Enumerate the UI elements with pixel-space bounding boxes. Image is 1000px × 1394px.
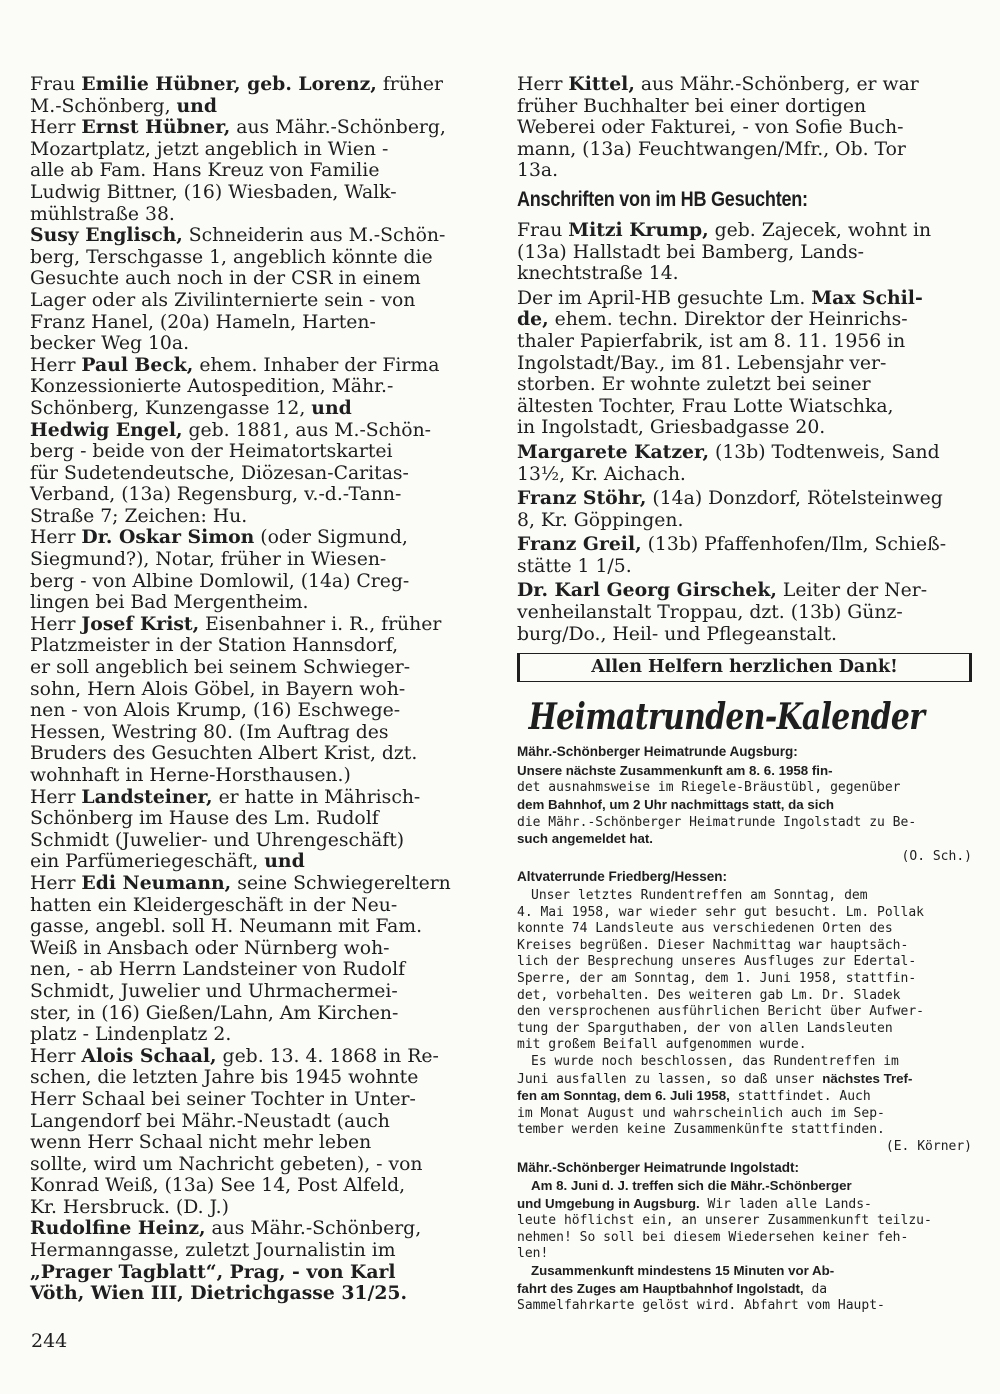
text-line: Herr Edi Neumann, seine Schwiegereltern [30,871,451,894]
text-line: M.-Schönberg, und [30,94,217,117]
page-number: 244 [31,1330,68,1352]
text-line: Schönberg, Kunzengasse 12, und [30,396,352,419]
right-column [517,74,972,1315]
calendar-entry [517,869,972,1155]
text-line: fen am Sonntag, dem 6. Juli 1958, stattfindet. Auch [517,1088,871,1105]
text-line: ältesten Tochter, Frau Lotte Wiatschka, [517,395,894,417]
search-entry [30,117,485,225]
search-entry [30,225,485,355]
text-line: Verband, (13a) Regensburg, v.-d.-Tann- [30,484,402,506]
text-line: thaler Papierfabrik, ist am 8. 11. 1956 in [517,330,906,352]
text-line: Weiß in Ansbach oder Nürnberg woh- [30,937,390,959]
text-line: Franz Stöhr, (14a) Donzdorf, Rötelsteinweg [517,487,943,510]
search-entry [30,873,485,1046]
text-line: burg/Do., Heil- und Pflegeanstalt. [517,623,838,645]
address-entry [517,442,972,485]
text-line: Unser letztes Rundentreffen am Sonntag, dem [531,888,868,903]
text-line: ster, in (16) Gießen/Lahn, Am Kirchen- [30,1002,399,1024]
text-line: Ludwig Bittner, (16) Wiesbaden, Walk- [30,181,397,203]
calendar-entry-heading: Altvaterrunde Friedberg/Hessen: [517,869,728,885]
address-entry [517,534,972,577]
text-line: im Monat August und wahrscheinlich auch im Sep- [517,1105,885,1121]
text-line: Hermanngasse, zuletzt Journalistin im [30,1240,396,1262]
address-entry [517,220,972,285]
text-line: Dr. Karl Georg Girschek, Leiter der Ner- [517,579,928,602]
text-line: 4. Mai 1958, war wieder sehr gut besucht. Lm. Pollak [517,904,924,920]
text-line: Hessen, Westring 80. (Im Auftrag des [30,721,389,743]
search-entry [30,614,485,787]
text-line: nen - von Alois Krump, (16) Eschwege- [30,700,401,722]
text-line: „Prager Tagblatt“, Prag, - von Karl [30,1260,396,1283]
text-line: sohn, Hern Alois Göbel, in Bayern woh- [30,678,406,700]
address-entry [517,288,972,439]
text-line: Straße 7; Zeichen: Hu. [30,505,248,527]
text-line: Gesuchte auch noch in der CSR in einem [30,268,421,290]
text-line: er soll angeblich bei seinem Schwieger- [30,657,411,679]
text-line: Konzessionierte Autospedition, Mähr.- [30,376,394,398]
text-line: Kr. Hersbruck. (D. J.) [30,1196,229,1218]
text-line: Herr Josef Krist, Eisenbahner i. R., früher [30,612,442,635]
text-line: hatten ein Kleidergeschäft in der Neu- [30,894,398,916]
search-entry [30,1218,485,1304]
text-line: lich der Besprechung unseres Ausfluges zur Edertal- [517,954,917,970]
calendar-title: Heimatrunden-Kalender [528,696,925,739]
text-line: wenn Herr Schaal nicht mehr leben [30,1132,372,1154]
text-line: Platzmeister in der Station Hannsdorf, [30,635,399,657]
search-entry [30,355,485,420]
left-column [30,74,485,1305]
text-line: Hedwig Engel, geb. 1881, aus M.-Schön- [30,418,432,441]
text-line: Schmidt (Juwelier- und Uhrengeschäft) [30,829,405,851]
text-line: Franz Hanel, (20a) Hameln, Harten- [30,311,376,333]
calendar-entry-heading: Mähr.-Schönberger Heimatrunde Ingolstadt: [517,1159,800,1175]
text-line: Susy Englisch, Schneiderin aus M.-Schön- [30,224,446,247]
text-line: Lager oder als Zivilinternierte sein - von [30,289,416,311]
text-line: berg - beide von der Heimatortskartei [30,441,393,463]
text-line: Konrad Weiß, (13a) See 14, Post Alfeld, [30,1175,406,1197]
text-line: fahrt des Zuges am Hauptbahnhof Ingolstadt, da [517,1280,828,1297]
text-line: lingen bei Bad Mergentheim. [30,592,309,614]
text-line: de, ehem. techn. Direktor der Heinrichs- [517,308,908,331]
text-line: Der im April-HB gesuchte Lm. Max Schil- [517,286,923,309]
text-line: Herr Alois Schaal, geb. 13. 4. 1868 in Re- [30,1044,439,1067]
text-line: Herr Schaal bei seiner Tochter in Unter- [30,1088,416,1110]
text-line: knechtstraße 14. [517,263,679,285]
text-line: dem Bahnhof, um 2 Uhr nachmittags statt, da sich [517,797,834,813]
text-line: wohnhaft in Herne-Horsthausen.) [30,765,351,786]
search-entry [30,420,485,528]
text-line: Juni ausfallen zu lassen, so daß unser nächstes Tref- [517,1070,913,1087]
text-line: Frau Emilie Hübner, geb. Lorenz, früher [30,73,444,95]
calendar-entry [517,744,972,865]
text-line: für Sudetendeutsche, Diözesan-Caritas- [30,462,409,484]
text-line: Herr Landsteiner, er hatte in Mährisch- [30,785,421,808]
text-line: Sammelfahrkarte gelöst wird. Abfahrt vom Haupt- [517,1298,885,1314]
text-line: konnte 74 Landsleute aus verschiedenen Orten des [517,921,893,937]
text-line: Am 8. Juni d. J. treffen sich die Mähr.-Schönberger [531,1178,852,1194]
text-line: such angemeldet hat. [517,831,653,847]
text-line: Herr Kittel, aus Mähr.-Schönberg, er war [517,73,919,95]
text-line: sollte, wird um Nachricht gebeten), - von [30,1153,423,1175]
text-line: Bruders des Gesuchten Albert Krist, dzt. [30,743,418,765]
text-line: Herr Dr. Oskar Simon (oder Sigmund, [30,526,408,549]
text-line: len! [517,1246,549,1262]
text-line: Margarete Katzer, (13b) Todtenweis, Sand [517,440,940,463]
addresses-heading: Anschriften von im HB Gesuchten: [517,187,808,211]
text-line: gasse, angebl. soll H. Neumann mit Fam. [30,916,423,938]
text-line: Frau Mitzi Krump, geb. Zajecek, wohnt in [517,218,932,241]
text-line: nehmen! So soll bei diesem Wiedersehen keiner feh- [517,1229,909,1245]
text-line: nen, - ab Herrn Landsteiner von Rudolf [30,959,406,981]
text-line: mit großem Beifall aufgenommen wurde. [517,1037,807,1053]
text-line: Zusammenkunft mindestens 15 Minuten vor Ab- [531,1263,835,1279]
text-line: venheilanstalt Troppau, dzt. (13b) Günz- [517,602,903,624]
text-line: (13a) Hallstadt bei Bamberg, Lands- [517,241,865,263]
text-line: Vöth, Wien III, Dietrichgasse 31/25. [30,1282,408,1305]
text-line: mühlstraße 38. [30,203,175,225]
text-line: Schmidt, Juwelier und Uhrmachermei- [30,980,398,1002]
text-line: den versprochenen ausführlichen Bericht über Aufwer- [517,1004,924,1020]
calendar-entry-signature: (E. Körner) [885,1138,972,1154]
text-line: alle ab Fam. Hans Kreuz von Familie [30,160,380,182]
text-line: und Umgebung in Augsburg. Wir laden alle Lands- [517,1195,872,1212]
text-line: 13a. [517,160,559,182]
text-line: leute höflichst ein, an unserer Zusammenkunft teilzu- [517,1213,932,1229]
text-line: Es wurde noch beschlossen, das Rundentreffen im [531,1053,899,1069]
text-line: früher Buchhalter bei einer dortigen [517,95,867,117]
search-entry [30,74,485,117]
text-line: ein Parfümeriegeschäft, und [30,850,305,873]
search-entry [517,74,972,182]
text-line: Schönberg im Hause des Lm. Rudolf [30,808,379,830]
text-line: tung der Sparguthaben, der von allen Landsleuten [517,1020,893,1036]
text-line: Siegmund?), Notar, früher in Wiesen- [30,549,387,571]
search-entry [30,1046,485,1219]
text-line: Mozartplatz, jetzt angeblich in Wien - [30,138,389,160]
search-entry [30,787,485,873]
search-entry [30,527,485,613]
text-line: Kreises begrüßen. Dieser Nachmittag war hauptsäch- [517,937,909,953]
text-line: schen, die letzten Jahre bis 1945 wohnte [30,1067,419,1089]
calendar-entry-heading: Mähr.-Schönberger Heimatrunde Augsburg: [517,744,798,760]
text-line: berg - von Albine Domlowil, (14a) Creg- [30,570,410,592]
text-line: 13½, Kr. Aichach. [517,463,686,485]
text-line: in Ingolstadt, Griesbadgasse 20. [517,417,826,439]
text-line: platz - Lindenplatz 2. [30,1024,232,1046]
text-line: mann, (13a) Feuchtwangen/Mfr., Ob. Tor [517,138,906,160]
text-line: storben. Er wohnte zuletzt bei seiner [517,374,871,396]
text-line: Sperre, der am Sonntag, dem 1. Juni 1958, stattfin- [517,970,917,986]
thanks-box: Allen Helfern herzlichen Dank! [517,653,972,682]
text-line: Rudolfine Heinz, aus Mähr.-Schönberg, [30,1217,422,1240]
address-entry [517,488,972,531]
text-line: det, vorbehalten. Des weiteren gab Lm. Dr. Sladek [517,987,901,1003]
text-line: becker Weg 10a. [30,333,190,355]
calendar-entry [517,1160,972,1315]
calendar-entry-signature: (O. Sch.) [901,848,972,864]
text-line: stätte 1 1/5. [517,555,632,577]
text-line: Herr Ernst Hübner, aus Mähr.-Schönberg, [30,116,446,139]
text-line: berg, Terschgasse 1, angeblich könnte die [30,246,433,268]
text-line: det ausnahmsweise im Riegele-Bräustübl, gegenüber [517,780,901,796]
text-line: Unsere nächste Zusammenkunft am 8. 6. 1958 fin- [517,762,833,778]
text-line: Ingolstadt/Bay., im 81. Lebensjahr ver- [517,352,887,374]
text-line: Franz Greil, (13b) Pfaffenhofen/Ilm, Schieß- [517,533,947,556]
text-line: Weberei oder Fakturei, - von Sofie Buch- [517,117,904,139]
text-line: Langendorf bei Mähr.-Neustadt (auch [30,1110,390,1132]
text-line: tember werden keine Zusammenkünfte stattfinden. [517,1122,885,1138]
text-line: die Mähr.-Schönberger Heimatrunde Ingolstadt zu Be- [517,814,917,830]
text-line: Herr Paul Beck, ehem. Inhaber der Firma [30,353,440,376]
address-entry [517,580,972,645]
calendar-section [517,744,972,1315]
text-line: 8, Kr. Göppingen. [517,509,684,531]
